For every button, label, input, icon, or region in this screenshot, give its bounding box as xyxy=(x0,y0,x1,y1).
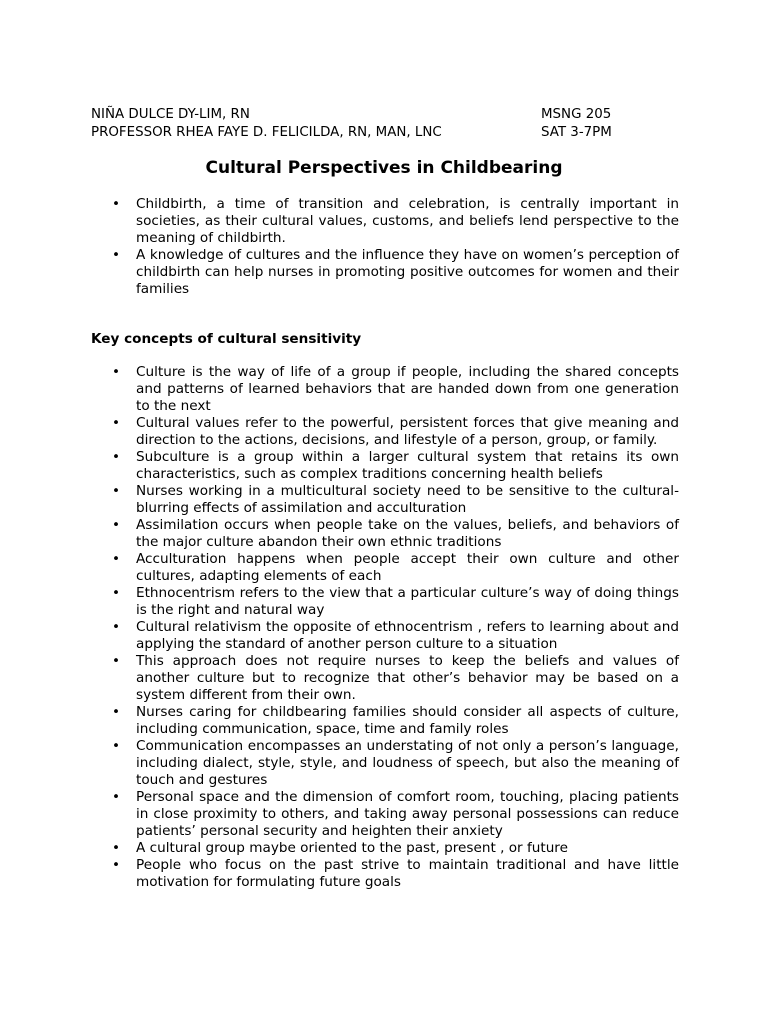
list-item-text: This approach does not require nurses to keep the beliefs and values of another culture but to recognize that other’s behavior may be based on a system different from their own. xyxy=(136,653,679,703)
bullet-icon: • xyxy=(112,415,121,431)
bullet-icon: • xyxy=(112,247,121,263)
bullet-icon: • xyxy=(112,738,121,754)
list-item xyxy=(91,704,679,738)
section-heading: Key concepts of cultural sensitivity xyxy=(91,331,362,347)
list-item-text: Cultural relativism the opposite of ethnocentrism , refers to learning about and applying the standard of another person culture to a situation xyxy=(136,619,679,652)
list-item-text: Assimilation occurs when people take on the values, beliefs, and behaviors of the major culture abandon their own ethnic traditions xyxy=(136,517,679,550)
list-item-text: Nurses caring for childbearing families should consider all aspects of culture, including communication, space, time and family roles xyxy=(136,704,679,737)
list-item-text: A knowledge of cultures and the influence they have on women’s perception of childbirth can help nurses in promoting positive outcomes for women and their families xyxy=(136,247,679,297)
list-item-text: Communication encompasses an understating of not only a person’s language, including dialect, style, style, and loudness of speech, but also the meaning of touch and gestures xyxy=(136,738,679,788)
list-item xyxy=(91,449,679,483)
document-header xyxy=(91,106,631,141)
list-item xyxy=(91,840,679,857)
author-name: NIÑA DULCE DY-LIM, RN xyxy=(91,107,250,122)
bullet-icon: • xyxy=(112,857,121,873)
list-item-text: Nurses working in a multicultural society need to be sensitive to the cultural-blurring effects of assimilation and acculturation xyxy=(136,483,679,516)
list-item xyxy=(91,483,679,517)
bullet-icon: • xyxy=(112,517,121,533)
list-item-text: Ethnocentrism refers to the view that a particular culture’s way of doing things is the right and natural way xyxy=(136,585,679,618)
bullet-icon: • xyxy=(112,483,121,499)
bullet-icon: • xyxy=(112,704,121,720)
list-item-text: Culture is the way of life of a group if people, including the shared concepts and patterns of learned behaviors that are handed down from one generation to the next xyxy=(136,364,679,414)
document-title: Cultural Perspectives in Childbearing xyxy=(205,158,563,178)
bullet-icon: • xyxy=(112,840,121,856)
list-item xyxy=(91,789,679,840)
bullet-icon: • xyxy=(112,551,121,567)
list-item xyxy=(91,738,679,789)
bullet-icon: • xyxy=(112,653,121,669)
intro-list xyxy=(91,196,679,298)
class-schedule: SAT 3-7PM xyxy=(541,124,612,140)
list-item xyxy=(91,517,679,551)
list-item xyxy=(91,653,679,704)
list-item-text: Cultural values refer to the powerful, persistent forces that give meaning and direction to the actions, decisions, and lifestyle of a person, group, or family. xyxy=(136,415,679,448)
list-item xyxy=(91,364,679,415)
list-item xyxy=(91,585,679,619)
bullet-icon: • xyxy=(112,449,121,465)
bullet-icon: • xyxy=(112,585,121,601)
list-item xyxy=(91,857,679,891)
concepts-list xyxy=(91,364,679,891)
list-item xyxy=(91,247,679,298)
list-item-text: Subculture is a group within a larger cultural system that retains its own characteristics, such as complex traditions concerning health beliefs xyxy=(136,449,679,482)
bullet-icon: • xyxy=(112,364,121,380)
header-row-2 xyxy=(91,124,631,142)
professor-name: PROFESSOR RHEA FAYE D. FELICILDA, RN, MAN, LNC xyxy=(91,124,442,140)
list-item xyxy=(91,619,679,653)
list-item-text: Acculturation happens when people accept their own culture and other cultures, adapting elements of each xyxy=(136,551,679,584)
bullet-icon: • xyxy=(112,789,121,805)
bullet-icon: • xyxy=(112,619,121,635)
list-item-text: A cultural group maybe oriented to the past, present , or future xyxy=(136,840,568,856)
list-item-text: Personal space and the dimension of comfort room, touching, placing patients in close proximity to others, and taking away personal possessions can reduce patients’ personal security and heighten their anxiety xyxy=(136,789,679,839)
course-code: MSNG 205 xyxy=(541,107,612,122)
list-item xyxy=(91,415,679,449)
bullet-icon: • xyxy=(112,196,121,212)
list-item xyxy=(91,196,679,247)
list-item-text: Childbirth, a time of transition and celebration, is centrally important in societies, as their cultural values, customs, and beliefs lend perspective to the meaning of childbirth. xyxy=(136,196,679,246)
header-row-1 xyxy=(91,106,631,124)
list-item-text: People who focus on the past strive to maintain traditional and have little motivation for formulating future goals xyxy=(136,857,679,890)
list-item xyxy=(91,551,679,585)
